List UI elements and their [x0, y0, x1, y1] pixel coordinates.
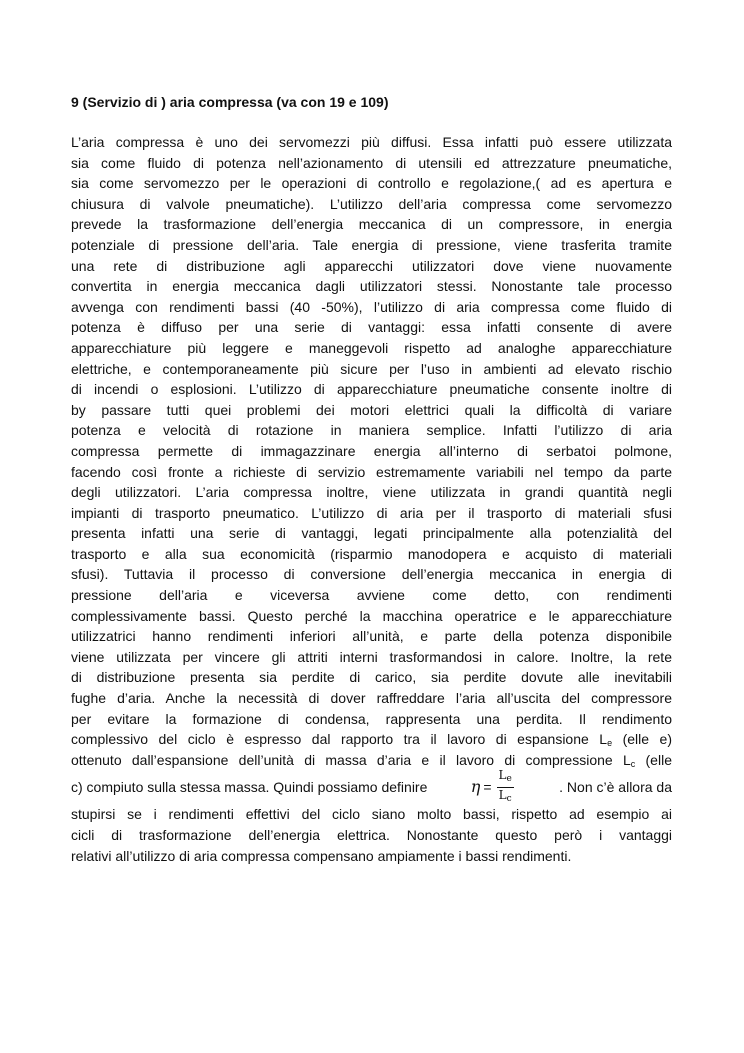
text-line: di distribuzione presenta sia perdite di carico, sia perdite dovute alle inevitabili	[71, 669, 672, 686]
text-line: per evitare la formazione di condensa, rappresenta una perdita. Il rendimento	[71, 710, 672, 727]
text-line: impianti di trasporto pneumatico. L’utilizzo di aria per il trasporto di materiali sfusi	[71, 504, 672, 521]
text-line: L’aria compressa è uno dei servomezzi più diffusi. Essa infatti può essere utilizzata	[71, 134, 672, 150]
text-line-with-subscript: complessivo del ciclo è espresso dal rapporto tra il lavoro di espansione $L_e$ (elle e)	[71, 731, 672, 749]
text-line: pressione dell’aria e viceversa avviene come detto, con rendimenti	[71, 587, 672, 604]
text-line: chiusura di valvole pneumatiche). L’utilizzo dell’aria compressa come servomezzo	[71, 195, 672, 212]
text-line: sfusi). Tuttavia il processo di conversione dell’energia meccanica in energia di	[71, 566, 672, 583]
fraction-denominator: $L_c$	[498, 787, 512, 804]
efficiency-formula	[471, 769, 516, 806]
text-line: cicli di trasformazione dell’energia elettrica. Nonostante questo però i vantaggi	[71, 827, 672, 843]
fraction-numerator: $L_e$	[497, 769, 514, 788]
text-line: convertita in energia meccanica dagli utilizzatori stessi. Nonostante tale processo	[71, 278, 672, 295]
text-line: sia come fluido di potenza nell’azionamento di utensili ed attrezzature pneumatiche,	[71, 154, 672, 171]
text-line: relativi all’utilizzo di aria compressa compensano ampiamente i bassi rendimenti.	[71, 847, 572, 864]
text-line: by passare tutti quei problemi dei motori elettrici quali la difficoltà di variare	[71, 401, 672, 418]
text-line: complessivamente bassi. Questo perché la macchina operatrice e le apparecchiature	[71, 607, 672, 624]
text-line: fughe d’aria. Anche la necessità di dover raffreddare l’aria all’uscita del compressore	[71, 690, 672, 707]
text-line: apparecchiature più leggere e maneggevoli rispetto ad analoghe apparecchiature	[71, 339, 672, 356]
text-line: compressa permette di immagazzinare energia all’interno di serbatoi polmone,	[71, 442, 672, 459]
formula-line	[71, 767, 672, 804]
fraction	[497, 769, 514, 806]
text-line: elettriche, e contemporaneamente più sicure per l’uso in ambienti ad elevato rischio	[71, 360, 672, 377]
subscript: c	[630, 758, 636, 769]
subscript: e	[607, 738, 613, 749]
text-line: avvenga con rendimenti bassi (40 -50%), l’utilizzo di aria compressa come fluido di	[71, 298, 672, 315]
text-line: sia come servomezzo per le operazioni di controllo e regolazione,( ad es apertura e	[71, 175, 672, 192]
formula-line-lead-text: c) compiuto sulla stessa massa. Quindi possiamo definire	[71, 779, 428, 796]
text-line: viene utilizzata per vincere gli attriti interni trasformandosi in calore. Inoltre, la rete	[71, 648, 672, 665]
text-line: potenza è diffuso per una serie di vantaggi: essa infatti consente di avere	[71, 319, 672, 336]
text-line: utilizzatrici hanno rendimenti inferiori all’unità, e parte della potenza disponibile	[71, 628, 672, 645]
text-line: di incendi o esplosioni. L’utilizzo di apparecchiature pneumatiche consente inoltre di	[71, 381, 672, 398]
eta-symbol: η	[470, 777, 481, 797]
body-paragraph	[71, 132, 672, 866]
text-line: potenza e velocità di rotazione in maniera semplice. Infatti l’utilizzo di aria	[71, 422, 672, 439]
text-line: stupirsi se i rendimenti effettivi del ciclo siano molto bassi, rispetto ad esempio ai	[71, 806, 672, 823]
text-line: facendo così fronte a richieste di servizio estremamente variabili nel tempo da parte	[71, 463, 672, 480]
formula-line-trail-text: . Non c’è allora da	[559, 779, 672, 796]
document-content	[71, 92, 672, 866]
text-line: trasporto e alla sua economicità (risparmio manodopera e acquisto di materiali	[71, 545, 672, 562]
equals-sign: =	[483, 779, 492, 796]
text-line: potenziale di pressione dell’aria. Tale energia di pressione, viene trasferita tramite	[71, 236, 672, 253]
section-heading: 9 (Servizio di ) aria compressa (va con 19 e 109)	[71, 94, 389, 110]
text-line: presenta infatti una serie di vantaggi, legati principalmente alla potenzialità del	[71, 525, 672, 542]
text-line: una rete di distribuzione agli apparecchi utilizzatori dove viene nuovamente	[71, 257, 672, 274]
text-line-with-subscript: ottenuto dall’espansione dell’unità di massa d’aria e il lavoro di compressione $L_c$ (elle	[71, 751, 672, 769]
text-line: prevede la trasformazione dell’energia meccanica di un compressore, in energia	[71, 216, 672, 233]
text-line: degli utilizzatori. L’aria compressa inoltre, viene utilizzata in grandi quantità negli	[71, 484, 672, 501]
